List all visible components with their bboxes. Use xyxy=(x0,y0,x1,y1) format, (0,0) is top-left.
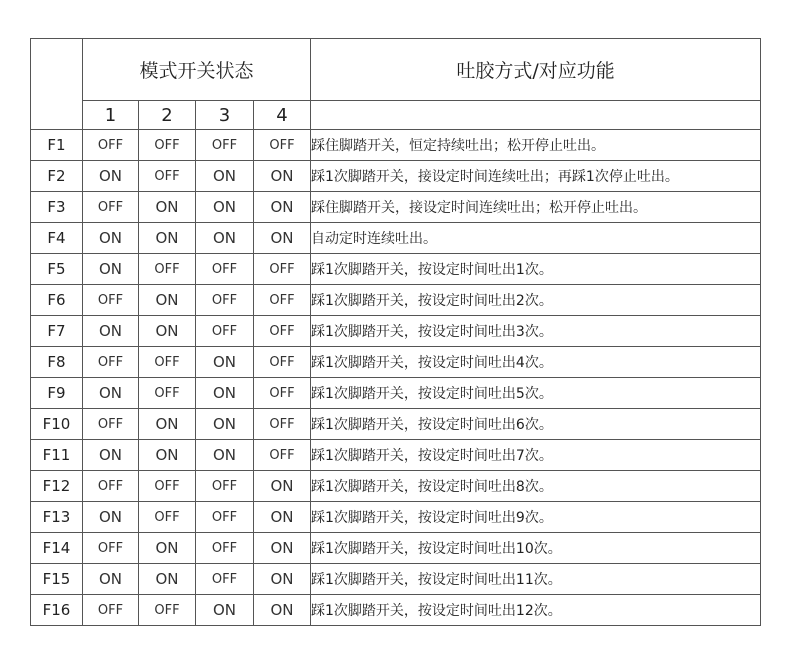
switch-1-state: OFF xyxy=(83,130,139,161)
switch-2-state: OFF xyxy=(139,130,196,161)
switch-4-state: OFF xyxy=(254,440,311,471)
switch-1-state: ON xyxy=(83,502,139,533)
switch-3-state: ON xyxy=(196,161,254,192)
function-description: 踩1次脚踏开关，按设定时间吐出2次。 xyxy=(311,285,761,316)
switch-1-state: OFF xyxy=(83,192,139,223)
table-row xyxy=(31,285,761,316)
switch-number-4: 4 xyxy=(254,101,311,130)
switch-3-state: ON xyxy=(196,595,254,626)
function-description: 踩1次脚踏开关，按设定时间吐出10次。 xyxy=(311,533,761,564)
switch-1-state: ON xyxy=(83,254,139,285)
switch-4-state: ON xyxy=(254,161,311,192)
switch-3-state: ON xyxy=(196,440,254,471)
switch-1-state: OFF xyxy=(83,595,139,626)
table-row xyxy=(31,595,761,626)
mode-code: F4 xyxy=(31,223,83,254)
switch-4-state: ON xyxy=(254,192,311,223)
mode-code: F15 xyxy=(31,564,83,595)
switch-1-state: ON xyxy=(83,223,139,254)
function-description: 踩1次脚踏开关，按设定时间吐出4次。 xyxy=(311,347,761,378)
switch-4-state: ON xyxy=(254,533,311,564)
function-description: 踩1次脚踏开关，按设定时间吐出3次。 xyxy=(311,316,761,347)
table-header xyxy=(31,39,761,130)
switch-2-state: ON xyxy=(139,192,196,223)
switch-3-state: ON xyxy=(196,223,254,254)
table-row xyxy=(31,502,761,533)
switch-4-state: OFF xyxy=(254,130,311,161)
table-body xyxy=(31,130,761,626)
switch-1-state: ON xyxy=(83,161,139,192)
switch-3-state: OFF xyxy=(196,471,254,502)
switch-4-state: OFF xyxy=(254,285,311,316)
switch-1-state: OFF xyxy=(83,471,139,502)
switch-number-1: 1 xyxy=(83,101,139,130)
mode-code: F7 xyxy=(31,316,83,347)
switch-3-state: OFF xyxy=(196,502,254,533)
table-row xyxy=(31,471,761,502)
switch-number-3: 3 xyxy=(196,101,254,130)
switch-2-state: OFF xyxy=(139,254,196,285)
switch-3-state: OFF xyxy=(196,316,254,347)
function-description: 踩1次脚踏开关，按设定时间吐出6次。 xyxy=(311,409,761,440)
function-description: 踩1次脚踏开关，按设定时间吐出5次。 xyxy=(311,378,761,409)
mode-code: F2 xyxy=(31,161,83,192)
function-description: 踩1次脚踏开关，按设定时间吐出11次。 xyxy=(311,564,761,595)
function-header: 吐胶方式/对应功能 xyxy=(311,39,761,101)
switch-number-2: 2 xyxy=(139,101,196,130)
mode-code: F16 xyxy=(31,595,83,626)
switch-2-state: ON xyxy=(139,285,196,316)
mode-code: F9 xyxy=(31,378,83,409)
switch-3-state: OFF xyxy=(196,130,254,161)
switch-1-state: OFF xyxy=(83,347,139,378)
switch-4-state: ON xyxy=(254,564,311,595)
switch-3-state: ON xyxy=(196,347,254,378)
switch-2-state: ON xyxy=(139,533,196,564)
switch-4-state: ON xyxy=(254,502,311,533)
table-row xyxy=(31,533,761,564)
switch-3-state: OFF xyxy=(196,564,254,595)
switch-2-state: OFF xyxy=(139,595,196,626)
switch-3-state: ON xyxy=(196,409,254,440)
switch-1-state: ON xyxy=(83,564,139,595)
switch-4-state: OFF xyxy=(254,316,311,347)
mode-header: 模式开关状态 xyxy=(83,39,311,101)
switch-2-state: OFF xyxy=(139,161,196,192)
function-description: 踩1次脚踏开关，接设定时间连续吐出；再踩1次停止吐出。 xyxy=(311,161,761,192)
table-row xyxy=(31,440,761,471)
switch-2-state: ON xyxy=(139,223,196,254)
table-row xyxy=(31,223,761,254)
switch-2-state: OFF xyxy=(139,502,196,533)
switch-2-state: OFF xyxy=(139,471,196,502)
mode-code: F6 xyxy=(31,285,83,316)
switch-4-state: ON xyxy=(254,223,311,254)
table-row xyxy=(31,378,761,409)
mode-code: F12 xyxy=(31,471,83,502)
switch-2-state: OFF xyxy=(139,347,196,378)
mode-code: F10 xyxy=(31,409,83,440)
function-description: 踩住脚踏开关，恒定持续吐出；松开停止吐出。 xyxy=(311,130,761,161)
function-subheader-blank xyxy=(311,101,761,130)
function-description: 踩住脚踏开关，接设定时间连续吐出；松开停止吐出。 xyxy=(311,192,761,223)
function-description: 自动定时连续吐出。 xyxy=(311,223,761,254)
corner-cell xyxy=(31,39,83,130)
table-row xyxy=(31,254,761,285)
switch-3-state: ON xyxy=(196,378,254,409)
table-row xyxy=(31,192,761,223)
table-row xyxy=(31,564,761,595)
function-description: 踩1次脚踏开关，按设定时间吐出8次。 xyxy=(311,471,761,502)
switch-1-state: OFF xyxy=(83,533,139,564)
switch-4-state: OFF xyxy=(254,378,311,409)
table-row xyxy=(31,409,761,440)
switch-4-state: ON xyxy=(254,471,311,502)
mode-code: F5 xyxy=(31,254,83,285)
table-row xyxy=(31,161,761,192)
mode-table xyxy=(30,38,761,626)
switch-1-state: ON xyxy=(83,378,139,409)
switch-1-state: ON xyxy=(83,316,139,347)
switch-4-state: OFF xyxy=(254,409,311,440)
switch-4-state: OFF xyxy=(254,254,311,285)
function-description: 踩1次脚踏开关，按设定时间吐出9次。 xyxy=(311,502,761,533)
switch-1-state: OFF xyxy=(83,285,139,316)
table-row xyxy=(31,347,761,378)
switch-1-state: OFF xyxy=(83,409,139,440)
switch-2-state: ON xyxy=(139,564,196,595)
switch-3-state: OFF xyxy=(196,285,254,316)
mode-code: F13 xyxy=(31,502,83,533)
switch-2-state: OFF xyxy=(139,378,196,409)
switch-2-state: ON xyxy=(139,440,196,471)
switch-4-state: OFF xyxy=(254,347,311,378)
mode-code: F14 xyxy=(31,533,83,564)
table-row xyxy=(31,316,761,347)
switch-3-state: OFF xyxy=(196,254,254,285)
mode-code: F1 xyxy=(31,130,83,161)
function-description: 踩1次脚踏开关，按设定时间吐出12次。 xyxy=(311,595,761,626)
switch-3-state: ON xyxy=(196,192,254,223)
switch-2-state: ON xyxy=(139,316,196,347)
function-description: 踩1次脚踏开关，按设定时间吐出1次。 xyxy=(311,254,761,285)
switch-4-state: ON xyxy=(254,595,311,626)
mode-code: F8 xyxy=(31,347,83,378)
mode-code: F11 xyxy=(31,440,83,471)
switch-2-state: ON xyxy=(139,409,196,440)
switch-1-state: ON xyxy=(83,440,139,471)
switch-3-state: OFF xyxy=(196,533,254,564)
function-description: 踩1次脚踏开关，按设定时间吐出7次。 xyxy=(311,440,761,471)
mode-code: F3 xyxy=(31,192,83,223)
table-row xyxy=(31,130,761,161)
